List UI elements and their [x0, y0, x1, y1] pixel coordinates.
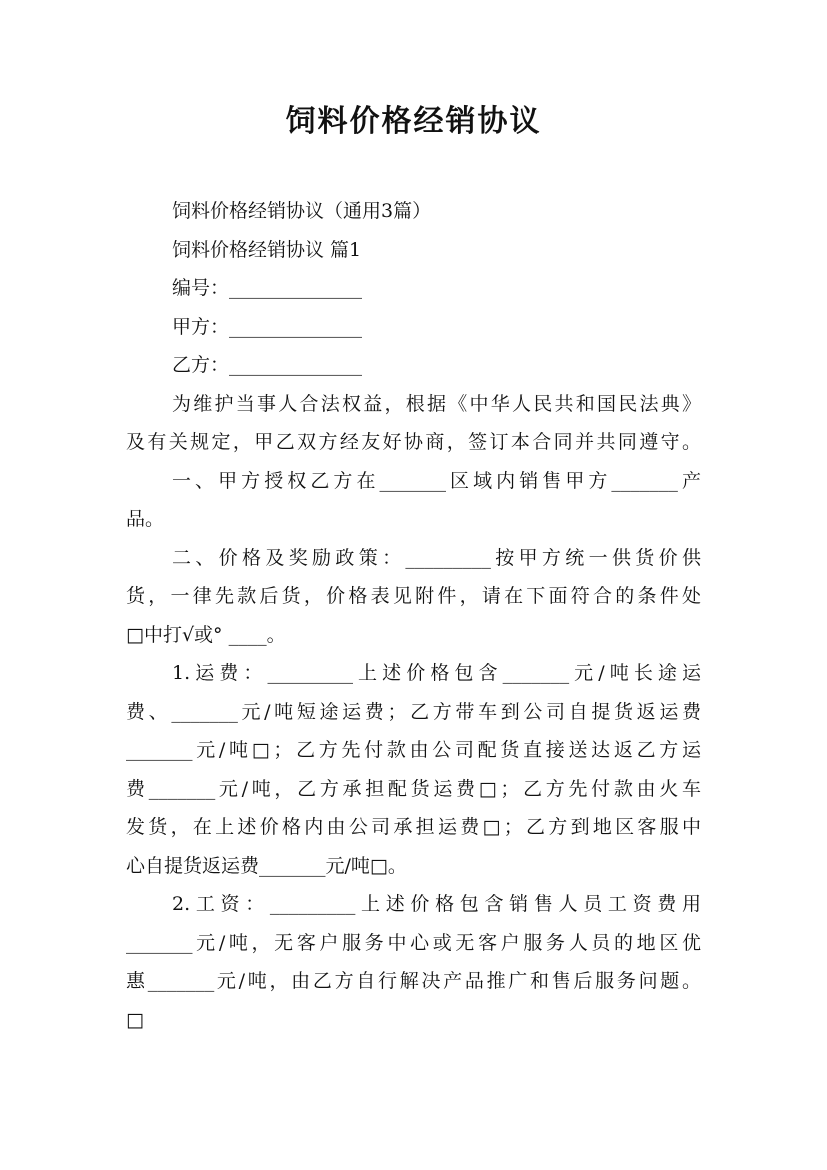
document-body: [126, 192, 701, 1039]
paragraph-line: _______元/吨，无客户服务中心或无客户服务人员的地区优: [126, 931, 701, 954]
checkbox-symbol-line: □: [126, 1008, 144, 1031]
document-title: 饲料价格经销协议: [285, 104, 542, 139]
paragraph-line: 费、_______元/吨短途运费；乙方带车到公司自提货返运费: [126, 700, 701, 723]
paragraph-line: 货，一律先款后货，价格表见附件，请在下面符合的条件处: [126, 585, 701, 607]
paragraph-line: 一、甲方授权乙方在_______区域内销售甲方_______产: [172, 469, 701, 492]
subtitle-line: 饲料价格经销协议（通用3篇）: [172, 200, 432, 222]
paragraph-line: 心自提货返运费_______元/吨□。: [126, 854, 407, 877]
party-b-line: 乙方：______________: [172, 354, 363, 376]
paragraph-line: _______元/吨□；乙方先付款由公司配货直接送达返乙方运: [126, 739, 701, 761]
paragraph-line: 及有关规定，甲乙双方经友好协商，签订本合同并共同遵守。: [126, 431, 701, 453]
paragraph-line: □中打√或° ____。: [126, 623, 286, 646]
paragraph-line: 发货，在上述价格内由公司承担运费□；乙方到地区客服中: [126, 816, 701, 838]
paragraph-line: 惠_______元/吨，由乙方自行解决产品推广和售后服务问题。: [126, 970, 701, 992]
paragraph-line: 费_______元/吨，乙方承担配货运费□；乙方先付款由火车: [126, 777, 701, 800]
party-a-line: 甲方：______________: [172, 315, 363, 338]
serial-number-line: 编号：______________: [172, 277, 363, 299]
paragraph-line: 二、价格及奖励政策：_________按甲方统一供货价供: [172, 546, 701, 569]
paragraph-line: 2.工资：_________上述价格包含销售人员工资费用: [172, 893, 701, 915]
paragraph-line: 为维护当事人合法权益，根据《中华人民共和国民法典》: [172, 392, 701, 415]
paragraph-line: 1.运费：_________上述价格包含_______元/吨长途运: [172, 662, 701, 684]
section-heading-line: 饲料价格经销协议 篇1: [172, 238, 362, 261]
paragraph-line: 品。: [126, 508, 165, 530]
